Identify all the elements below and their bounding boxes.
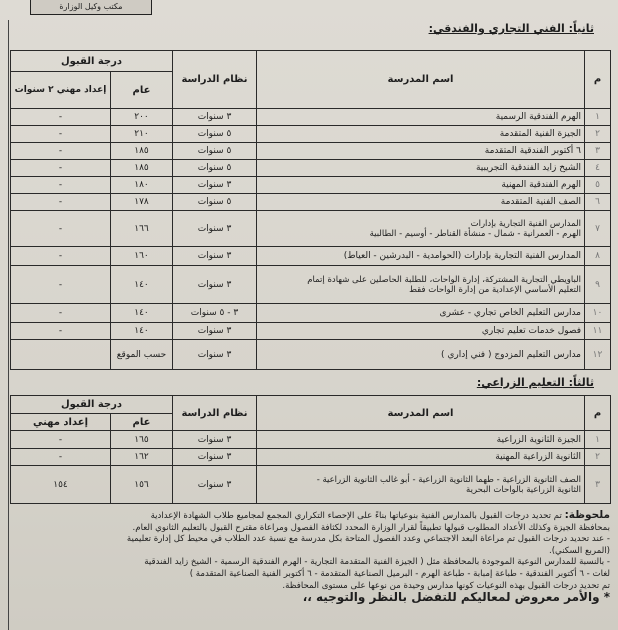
table-row <box>11 431 611 449</box>
school-name <box>257 304 585 323</box>
general-grade: ١٤٠ <box>111 266 173 304</box>
vocational-grade: ١٥٤ <box>11 466 111 504</box>
note-line: - بالنسبة للمدارس النوعية الموجودة بالمحافظة مثل ( الجيزة الفنية المتقدمة التجارية - الهرم الفندقية الرسمية - الشيخ زايد الفندقية <box>144 557 610 568</box>
general-grade: ١٧٨ <box>111 194 173 211</box>
vocational-grade: - <box>11 194 111 211</box>
table-row <box>11 177 611 194</box>
school-name <box>257 431 585 449</box>
school-name <box>257 266 585 304</box>
row-number: ٤ <box>585 160 611 177</box>
row-number: ٥ <box>585 177 611 194</box>
commercial-hotel-table <box>10 50 611 370</box>
row-number: ٨ <box>585 247 611 266</box>
row-number: ١٢ <box>585 340 611 370</box>
table-row <box>11 340 611 370</box>
school-name-line: ٦ أكتوبر الفندقية المتقدمة <box>484 146 581 156</box>
study-system: ٥ سنوات <box>173 194 257 211</box>
school-name <box>257 109 585 126</box>
row-number: ١١ <box>585 323 611 340</box>
row-number: ٣ <box>585 466 611 504</box>
vocational-grade <box>11 340 111 370</box>
study-system: ٣ سنوات <box>173 109 257 126</box>
general-grade: ١٦٠ <box>111 247 173 266</box>
school-name-line: مدارس التعليم الخاص تجاري - عشرى <box>439 308 581 318</box>
vocational-grade: - <box>11 211 111 247</box>
vocational-grade: - <box>11 143 111 160</box>
col-school-header: اسم المدرسة <box>257 396 585 431</box>
study-system: ٣ سنوات <box>173 466 257 504</box>
col-grade-header: درجة القبول <box>11 396 173 414</box>
col-no-header: م <box>585 51 611 109</box>
vocational-grade: - <box>11 160 111 177</box>
vocational-grade: - <box>11 126 111 143</box>
study-system: ٣ سنوات <box>173 211 257 247</box>
vocational-grade: - <box>11 266 111 304</box>
row-number: ١٠ <box>585 304 611 323</box>
table-row <box>11 466 611 504</box>
table-row <box>11 323 611 340</box>
vocational-grade: - <box>11 431 111 449</box>
col-general-header: عام <box>111 72 173 109</box>
section-3-title: ثالثاً: التعليم الزراعي: <box>476 376 594 389</box>
school-name-line: الجيزة الثانوية الزراعية <box>496 434 581 445</box>
school-name <box>257 323 585 340</box>
school-name-line: المدارس الفنية التجارية بإدارات <box>470 218 581 229</box>
school-name <box>257 340 585 370</box>
general-grade: ١٤٠ <box>111 304 173 323</box>
table-row <box>11 109 611 126</box>
vocational-grade: - <box>11 247 111 266</box>
note-line: بمحافظة الجيزة وكذلك الأعداد المطلوب قبولها تطبيقاً لقرار الوزارة المحدد لكثافة الفصول ومراعاة مقترح القبول بالتعليم الثانوي العام. <box>132 522 610 533</box>
school-name-line: الهرم الفندقية المهنية <box>501 180 581 190</box>
row-number: ٧ <box>585 211 611 247</box>
office-header-strip: مكتب وكيل الوزارة <box>30 0 152 15</box>
note-line: - عند تحديد درجات القبول تم مراعاة البعد الاجتماعي وعدد الفصول المتاحة بكل مدرسة مع نسبة عدد الطلاب في محيط كل إدارة تعليمية <box>126 534 610 545</box>
study-system: ٥ سنوات <box>173 160 257 177</box>
study-system: ٥ سنوات <box>173 143 257 160</box>
general-grade: ١٤٠ <box>111 323 173 340</box>
school-name-line: مدارس التعليم المزدوج ( فني إداري ) <box>440 349 581 360</box>
vocational-grade: - <box>11 449 111 466</box>
school-name-line: التعليم الأساسي الإعدادية من إدارة الواحات فقط <box>409 284 581 295</box>
school-name <box>257 466 585 504</box>
general-grade: ١٦٥ <box>111 431 173 449</box>
school-name-line: الهرم - العمرانية - شمال - منشأة القناطر - أوسيم - الطالبية <box>369 228 581 239</box>
study-system: ٣ سنوات <box>173 266 257 304</box>
agricultural-table <box>10 395 611 504</box>
study-system: ٣ سنوات <box>173 177 257 194</box>
general-grade: ١٨٥ <box>111 143 173 160</box>
table-row <box>11 143 611 160</box>
school-name <box>257 449 585 466</box>
school-name-line: المدارس الفنية التجارية بإدارات (الحوامدية - البدرشين - العياط) <box>343 251 581 261</box>
table-row <box>11 266 611 304</box>
row-number: ٣ <box>585 143 611 160</box>
school-name-line: الباويطي التجارية المشتركة، إدارة الواحات، للطلبة الحاصلين على شهادة إتمام <box>307 274 581 285</box>
row-number: ٩ <box>585 266 611 304</box>
school-name-line: الصف الفنية المتقدمة <box>500 197 581 207</box>
general-grade: ٢١٠ <box>111 126 173 143</box>
school-name <box>257 211 585 247</box>
col-general-header: عام <box>111 414 173 431</box>
vocational-grade: - <box>11 109 111 126</box>
school-name-line: الثانوية الزراعية بالواحات البحرية <box>466 484 581 495</box>
general-grade: حسب الموقع <box>111 340 173 370</box>
row-number: ٦ <box>585 194 611 211</box>
col-school-header: اسم المدرسة <box>257 51 585 109</box>
col-vocational-header: إعداد مهني ٢ سنوات <box>11 72 111 109</box>
general-grade: ١٦٢ <box>111 449 173 466</box>
table-row <box>11 449 611 466</box>
vocational-grade: - <box>11 177 111 194</box>
study-system: ٣ سنوات <box>173 247 257 266</box>
notes-label: ملحوظة: <box>564 509 610 521</box>
row-number: ٢ <box>585 449 611 466</box>
study-system: ٣ - ٥ سنوات <box>173 304 257 323</box>
school-name <box>257 177 585 194</box>
general-grade: ١٨٠ <box>111 177 173 194</box>
school-name-line: الشيخ زايد الفندقية التجريبية <box>475 163 581 173</box>
school-name <box>257 247 585 266</box>
note-line: تم تحديد درجات القبول بهذه النوعيات كونها مدارس وحيدة من نوعها على مستوى المحافظة. <box>282 580 610 591</box>
vocational-grade: - <box>11 304 111 323</box>
col-vocational-header: إعداد مهني <box>11 414 111 431</box>
notes-block <box>8 510 610 604</box>
col-no-header: م <box>585 396 611 431</box>
school-name-line: الثانوية الزراعية المهنية <box>495 452 581 462</box>
note-line: (المربع السكني). <box>548 545 610 556</box>
school-name-line: الجيزة الفنية المتقدمة <box>499 129 581 139</box>
school-name <box>257 143 585 160</box>
table-row <box>11 211 611 247</box>
school-name-line: الهرم الفندقية الرسمية <box>495 112 581 122</box>
school-name <box>257 126 585 143</box>
col-system-header: نظام الدراسة <box>173 396 257 431</box>
row-number: ٢ <box>585 126 611 143</box>
vocational-grade: - <box>11 323 111 340</box>
general-grade: ١٥٦ <box>111 466 173 504</box>
school-name-line: الصف الثانوية الزراعية - طهما الثانوية الزراعية - أبو غالب الثانوية الزراعية - <box>316 474 581 485</box>
note-line: لغات - ٦ أكتوبر الفندقية - طباعة إمبابة - طباعة الهرم - البرميل الصناعية المتقدمة - ٦ أكتوبر الفنية الصناعية المتقدمة ) <box>189 568 610 579</box>
study-system: ٣ سنوات <box>173 449 257 466</box>
table-row <box>11 304 611 323</box>
col-system-header: نظام الدراسة <box>173 51 257 109</box>
section-2-title: ثانياً: الفني التجاري والفندقي: <box>428 22 594 35</box>
table-row <box>11 160 611 177</box>
study-system: ٣ سنوات <box>173 340 257 370</box>
study-system: ٣ سنوات <box>173 323 257 340</box>
note-line: تم تحديد درجات القبول بالمدارس الفنية بنوعياتها بناءً على الإحصاء التكراري المجمع لمجاميع طلاب الشهادة الإعدادية <box>150 511 562 521</box>
row-number: ١ <box>585 109 611 126</box>
school-name <box>257 194 585 211</box>
general-grade: ١٦٦ <box>111 211 173 247</box>
study-system: ٣ سنوات <box>173 431 257 449</box>
row-number: ١ <box>585 431 611 449</box>
school-name <box>257 160 585 177</box>
general-grade: ١٨٥ <box>111 160 173 177</box>
school-name-line: فصول خدمات تعليم تجاري <box>481 326 581 336</box>
table-row <box>11 126 611 143</box>
col-grade-header: درجة القبول <box>11 51 173 72</box>
table-row <box>11 194 611 211</box>
study-system: ٥ سنوات <box>173 126 257 143</box>
closing-line: * والأمر معروض لمعاليكم للتفضل بالنظر والتوجيه ،، <box>302 590 610 605</box>
general-grade: ٢٠٠ <box>111 109 173 126</box>
table-row <box>11 247 611 266</box>
